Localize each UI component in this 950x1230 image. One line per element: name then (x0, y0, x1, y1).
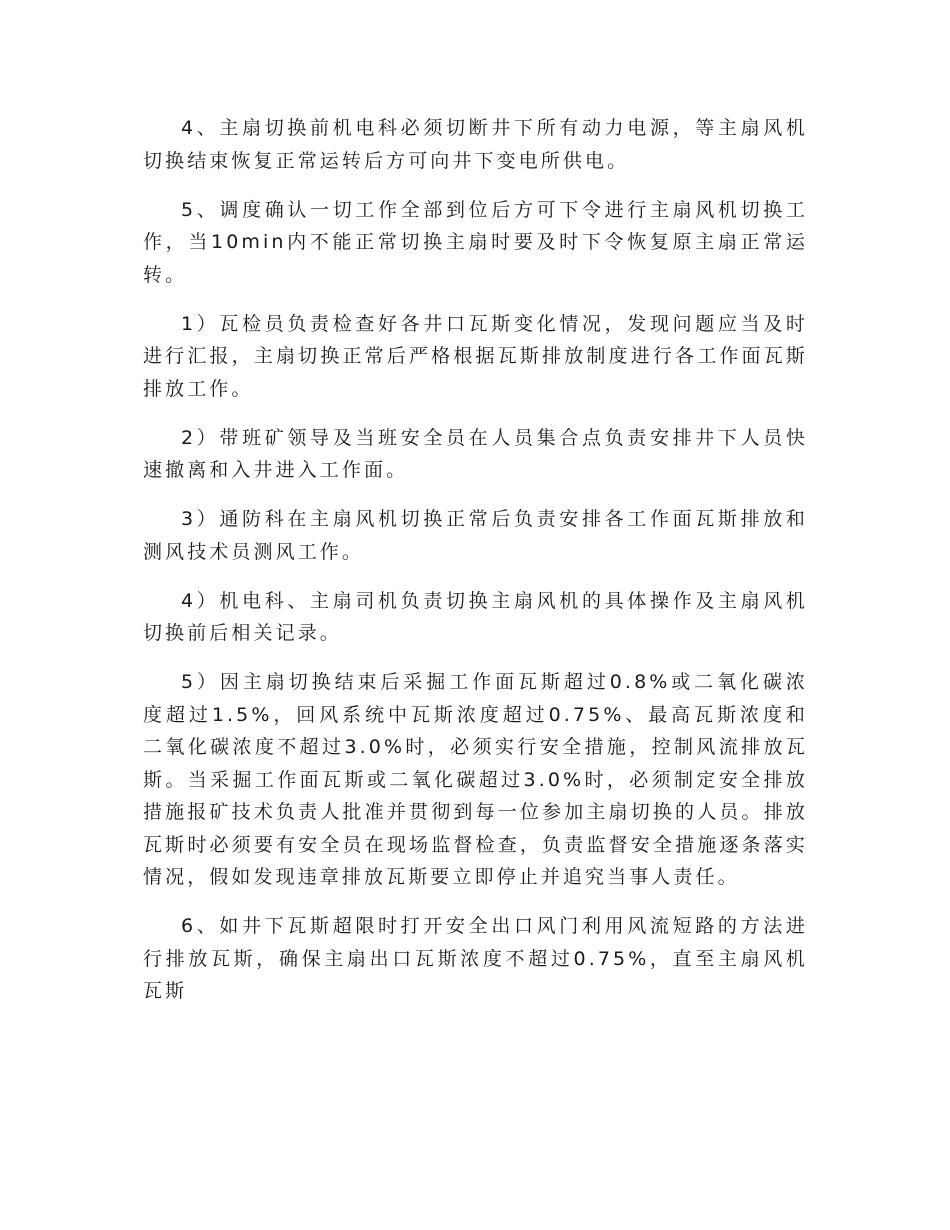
paragraph-6-gas-exceed: 6、如井下瓦斯超限时打开安全出口风门利用风流短路的方法进行排放瓦斯，确保主扇出口瓦斯浓度不超过0.75%，直至主扇风机瓦斯 (143, 915, 808, 1002)
paragraph-gas-inspector: 1）瓦检员负责检查好各井口瓦斯变化情况，发现问题应当及时进行汇报，主扇切换正常后严格根据瓦斯排放制度进行各工作面瓦斯排放工作。 (143, 312, 808, 400)
paragraph-4-power-cutoff: 4、主扇切换前机电科必须切断井下所有动力电源，等主扇风机切换结束恢复正常运转后方可向井下变电所供电。 (143, 117, 808, 172)
paragraph-5-dispatch-confirm: 5、调度确认一切工作全部到位后方可下令进行主扇风机切换工作，当10min内不能正常切换主扇时要及时下令恢复原主扇正常运转。 (143, 198, 808, 286)
paragraph-ventilation-dept: 3）通防科在主扇风机切换正常后负责安排各工作面瓦斯排放和测风技术员测风工作。 (143, 508, 808, 563)
paragraph-electromechanical-dept: 4）机电科、主扇司机负责切换主扇风机的具体操作及主扇风机切换前后相关记录。 (143, 589, 808, 644)
paragraph-shift-leader: 2）带班矿领导及当班安全员在人员集合点负责安排井下人员快速撤离和入井进入工作面。 (143, 426, 808, 481)
paragraph-gas-limits: 5）因主扇切换结束后采掘工作面瓦斯超过0.8%或二氧化碳浓度超过1.5%，回风系统中瓦斯浓度超过0.75%、最高瓦斯浓度和二氧化碳浓度不超过3.0%时，必须实行安全措施，控制风流排放瓦斯。当采掘工作面瓦斯或二氧化碳超过3.0%时，必须制定安全排放措施报矿技术负责人批准并贯彻到每一位参加主扇切换的人员。排放瓦斯时必须要有安全员在现场监督检查，负责监督安全措施逐条落实情况，假如发现违章排放瓦斯要立即停止并追究当事人责任。 (143, 671, 808, 888)
document-page (143, 112, 808, 1024)
